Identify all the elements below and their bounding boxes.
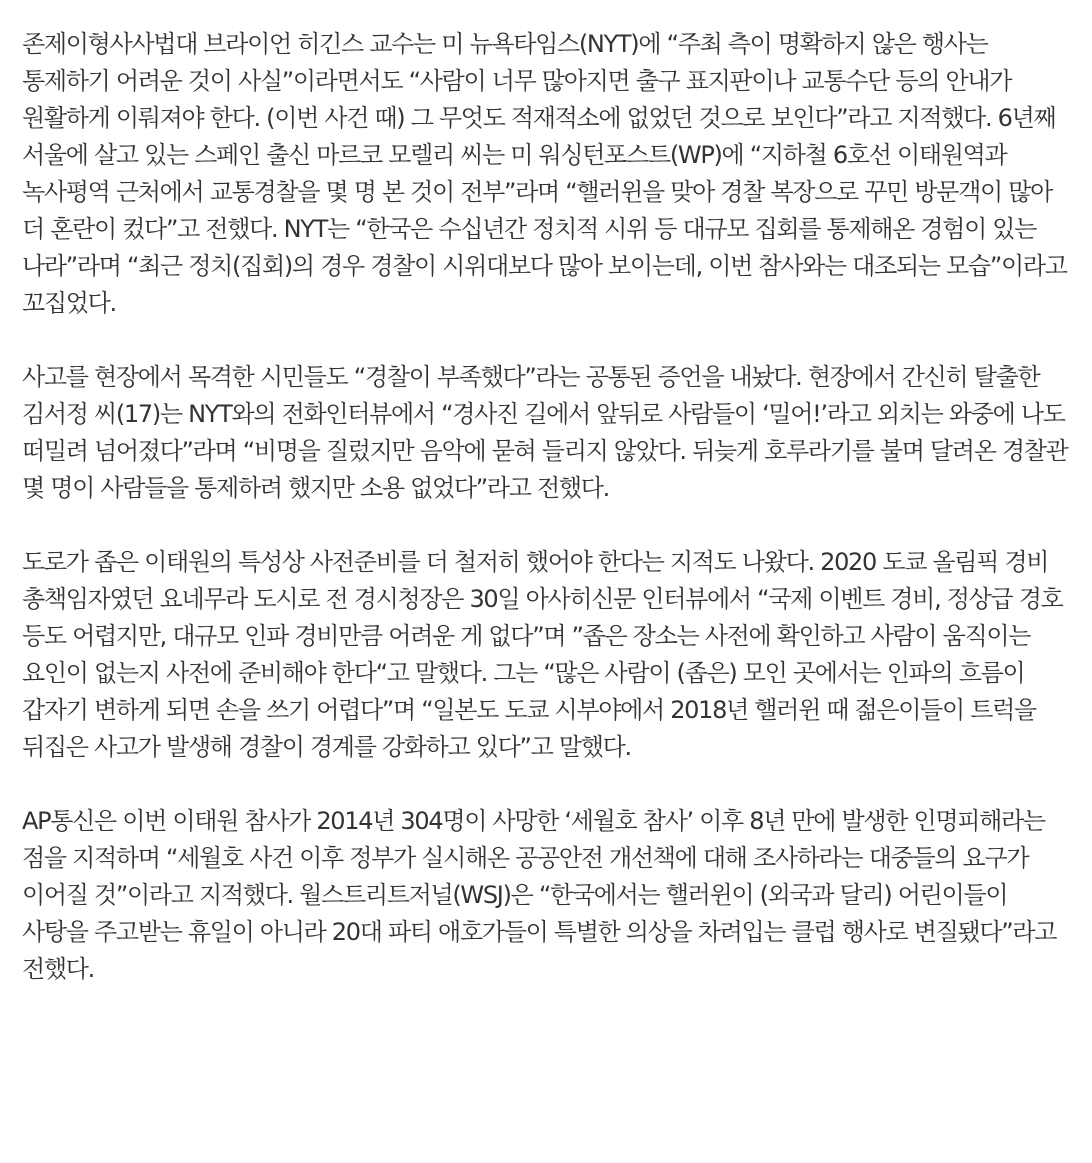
article-paragraph-1: 존제이형사사법대 브라이언 히긴스 교수는 미 뉴욕타임스(NYT)에 “주최 측이 명확하지 않은 행사는 통제하기 어려운 것이 사실”이라면서도 “사람이 너무 많아지면 출구 표지판이나 교통수단 등의 안내가 원활하게 이뤄져야 한다. (이번 사건 때) 그 무엇도 적재적소에 없었던 것으로 보인다”라고 지적했다. 6년째 서울에 살고 있는 스페인 출신 마르코 모렐리 씨는 미 워싱턴포스트(WP)에 “지하철 6호선 이태원역과 녹사평역 근처에서 교통경찰을 몇 명 본 것이 전부”라며 “핼러윈을 맞아 경찰 복장으로 꾸민 방문객이 많아 더 혼란이 컸다”고 전했다. NYT는 “한국은 수십년간 정치적 시위 등 대규모 집회를 통제해온 경험이 있는 나라”라며 “최근 정치(집회)의 경우 경찰이 시위대보다 많아 보이는데, 이번 참사와는 대조되는 모습”이라고 꼬집었다.: [22, 30, 1067, 317]
article-paragraph-3: 도로가 좁은 이태원의 특성상 사전준비를 더 철저히 했어야 한다는 지적도 나왔다. 2020 도쿄 올림픽 경비 총책임자였던 요네무라 도시로 전 경시청장은 30일 아사히신문 인터뷰에서 “국제 이벤트 경비, 정상급 경호 등도 어렵지만, 대규모 인파 경비만큼 어려운 게 없다”며 ”좁은 장소는 사전에 확인하고 사람이 움직이는 요인이 없는지 사전에 준비해야 한다“고 말했다. 그는 “많은 사람이 (좁은) 모인 곳에서는 인파의 흐름이 갑자기 변하게 되면 손을 쓰기 어렵다”며 “일본도 도쿄 시부야에서 2018년 핼러윈 때 젊은이들이 트럭을 뒤집은 사고가 발생해 경찰이 경계를 강화하고 있다”고 말했다.: [22, 548, 1063, 761]
article-body: [22, 26, 1072, 988]
article-paragraph-2: 사고를 현장에서 목격한 시민들도 “경찰이 부족했다”라는 공통된 증언을 내놨다. 현장에서 간신히 탈출한 김서정 씨(17)는 NYT와의 전화인터뷰에서 “경사진 길에서 앞뒤로 사람들이 ‘밀어!’라고 외치는 와중에 나도 떠밀려 넘어졌다”라며 “비명을 질렀지만 음악에 묻혀 들리지 않았다. 뒤늦게 호루라기를 불며 달려온 경찰관 몇 명이 사람들을 통제하려 했지만 소용 없었다”라고 전했다.: [22, 363, 1068, 502]
article-paragraph-4: AP통신은 이번 이태원 참사가 2014년 304명이 사망한 ‘세월호 참사’ 이후 8년 만에 발생한 인명피해라는 점을 지적하며 “세월호 사건 이후 정부가 실시해온 공공안전 개선책에 대해 조사하라는 대중들의 요구가 이어질 것”이라고 지적했다. 월스트리트저널(WSJ)은 “한국에서는 핼러윈이 (외국과 달리) 어린이들이 사탕을 주고받는 휴일이 아니라 20대 파티 애호가들이 특별한 의상을 차려입는 클럽 행사로 변질됐다”라고 전했다.: [22, 807, 1057, 983]
